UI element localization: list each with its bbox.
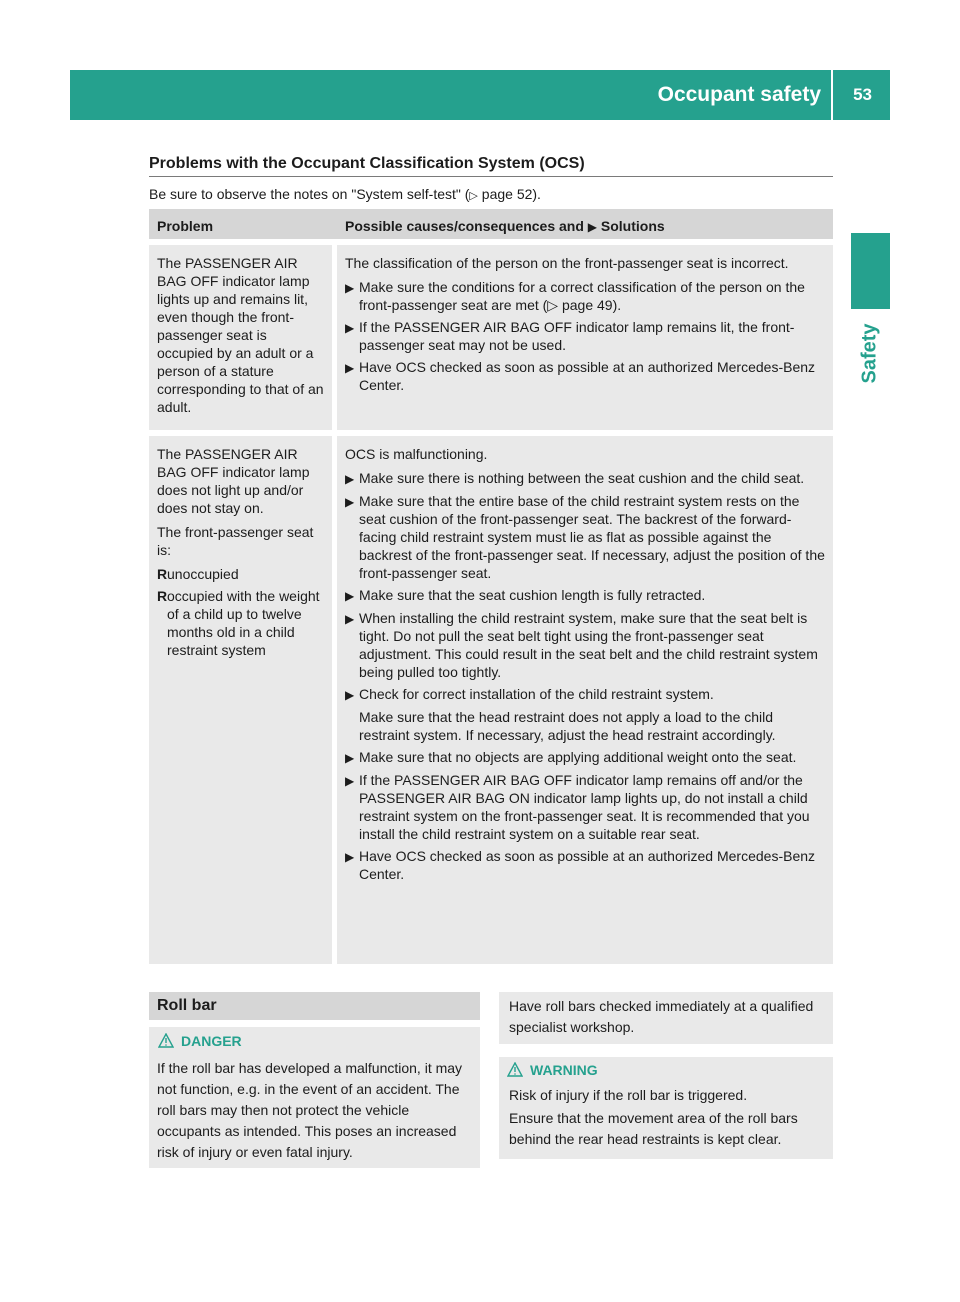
roll-bar-title: Roll bar bbox=[157, 997, 217, 1014]
arrow-icon: ▶ bbox=[587, 220, 598, 234]
step-text: If the PASSENGER AIR BAG OFF indicator lamp remains lit, the front-passenger seat may not be used. bbox=[359, 319, 795, 353]
page-header-bar bbox=[70, 70, 890, 120]
intro-text bbox=[149, 186, 541, 202]
problem-text: The PASSENGER AIR BAG OFF indicator lamp does not light up and/or does not stay on. bbox=[157, 446, 310, 516]
page-number: 53 bbox=[853, 85, 872, 104]
arrow-icon: ▶ bbox=[345, 472, 355, 486]
step-text: Have OCS checked as soon as possible at an authorized Mercedes-Benz Center. bbox=[359, 848, 816, 882]
workshop-note-text: Have roll bars checked immediately at a qualified specialist workshop. bbox=[509, 998, 814, 1035]
solution-cell bbox=[337, 436, 833, 964]
section-divider bbox=[149, 176, 833, 177]
problem-cell bbox=[149, 245, 332, 430]
side-tab-label: Safety bbox=[859, 322, 881, 384]
column-header-solutions-label: Possible causes/consequences and bbox=[345, 218, 584, 234]
column-header-solutions bbox=[337, 209, 833, 239]
list-item bbox=[157, 587, 326, 659]
step-text: Make sure the conditions for a correct classification of the person on the front-passenger seat are met (▷ page 49). bbox=[359, 279, 805, 313]
solution-step bbox=[345, 847, 827, 883]
solution-step bbox=[345, 492, 827, 582]
arrow-icon: ▶ bbox=[345, 688, 355, 702]
chapter-title: Occupant safety bbox=[657, 83, 821, 106]
danger-panel bbox=[149, 1027, 480, 1168]
ocs-problem-table bbox=[149, 209, 833, 964]
solution-step bbox=[345, 358, 827, 394]
cause-text: The classification of the person on the front-passenger seat is incorrect. bbox=[345, 255, 789, 271]
solution-step bbox=[345, 609, 827, 681]
solution-step bbox=[345, 586, 827, 605]
warning-text-2: Ensure that the movement area of the roll bars behind the rear head restraints is kept clear. bbox=[509, 1110, 798, 1147]
table-row bbox=[149, 245, 833, 430]
step-text: Check for correct installation of the child restraint system. bbox=[359, 686, 714, 702]
warning-triangle-icon bbox=[507, 1062, 523, 1077]
column-header-problem: Problem bbox=[157, 218, 214, 234]
column-header-solutions-suffix: Solutions bbox=[600, 218, 665, 234]
arrow-icon: ▶ bbox=[345, 589, 355, 603]
solution-cell bbox=[337, 245, 833, 430]
step-text: Have OCS checked as soon as possible at an authorized Mercedes-Benz Center. bbox=[359, 359, 816, 393]
step-note: Make sure that the head restraint does not apply a load to the child restraint system. If necessary, adjust the head restraint accordingly. bbox=[359, 709, 776, 743]
solution-step bbox=[345, 685, 827, 704]
arrow-icon: ▶ bbox=[345, 612, 355, 626]
step-text: Make sure there is nothing between the seat cushion and the child seat. bbox=[359, 470, 805, 486]
solution-step bbox=[345, 318, 827, 354]
workshop-note-panel bbox=[499, 992, 833, 1044]
danger-text: If the roll bar has developed a malfunction, it may not function, e.g. in the event of an accident. The roll bars may then not protect the vehicle occupants as intended. This poses an increased risk of injury or even fatal injury. bbox=[157, 1060, 463, 1160]
roll-bar-heading bbox=[149, 992, 480, 1020]
step-text: Make sure that the seat cushion length is fully retracted. bbox=[359, 587, 706, 603]
solution-step bbox=[345, 771, 827, 843]
warning-panel bbox=[499, 1057, 833, 1159]
list-item bbox=[157, 565, 326, 583]
page-ref-icon: ▷ bbox=[469, 190, 478, 202]
table-header bbox=[149, 209, 833, 239]
step-text: Make sure that no objects are applying additional weight onto the seat. bbox=[359, 749, 797, 765]
arrow-icon: ▶ bbox=[345, 751, 355, 765]
arrow-icon: ▶ bbox=[345, 281, 355, 295]
solution-step bbox=[345, 278, 827, 314]
arrow-icon: ▶ bbox=[345, 361, 355, 375]
danger-label: DANGER bbox=[181, 1033, 242, 1049]
list-item-text: occupied with the weight of a child up to twelve months old in a child restraint system bbox=[167, 588, 320, 658]
warning-text: Risk of injury if the roll bar is triggered. bbox=[509, 1087, 748, 1103]
solution-step bbox=[345, 469, 827, 488]
warning-triangle-icon bbox=[158, 1033, 174, 1048]
problem-text: The PASSENGER AIR BAG OFF indicator lamp lights up and remains lit, even though the front-passenger seat is occupied by an adult or a person of a stature corresponding to that of an adult. bbox=[157, 255, 324, 415]
list-item-text: unoccupied bbox=[167, 566, 239, 582]
cause-text: OCS is malfunctioning. bbox=[345, 446, 488, 462]
table-row bbox=[149, 436, 833, 964]
warning-label: WARNING bbox=[530, 1062, 598, 1078]
header-divider bbox=[831, 70, 833, 120]
bullet-icon: R bbox=[157, 566, 168, 582]
step-text: Make sure that the entire base of the child restraint system rests on the seat cushion of the front-passenger seat. The backrest of the forward-facing child restraint system must lie as flat as possible against the backrest of the front-passenger seat. If necessary, adjust the position of the front-passenger seat. bbox=[359, 493, 825, 581]
step-text: If the PASSENGER AIR BAG OFF indicator lamp remains off and/or the PASSENGER AIR BAG ON indicator lamp lights up, do not install a child restraint system on the front-passenger seat. It is recommended that you install the child restraint system on a suitable rear seat. bbox=[359, 772, 810, 842]
intro-text-start: Be sure to observe the notes on "System self-test" ( bbox=[149, 186, 470, 202]
section-title: Problems with the Occupant Classification System (OCS) bbox=[149, 155, 585, 172]
arrow-icon: ▶ bbox=[345, 321, 355, 335]
bullet-icon: R bbox=[157, 588, 168, 604]
side-tab-block bbox=[851, 233, 890, 309]
solution-step bbox=[345, 748, 827, 767]
problem-text-2: The front-passenger seat is: bbox=[157, 524, 314, 558]
arrow-icon: ▶ bbox=[345, 495, 355, 509]
intro-text-end: page 52). bbox=[481, 186, 541, 202]
step-text: When installing the child restraint system, make sure that the seat belt is tight. Do not pull the seat belt tight using the front-passenger seat adjustment. This could result in the seat belt and the child restraint system being pulled too tightly. bbox=[359, 610, 818, 680]
problem-cell bbox=[149, 436, 332, 964]
arrow-icon: ▶ bbox=[345, 774, 355, 788]
arrow-icon: ▶ bbox=[345, 850, 355, 864]
side-tab bbox=[851, 318, 890, 388]
